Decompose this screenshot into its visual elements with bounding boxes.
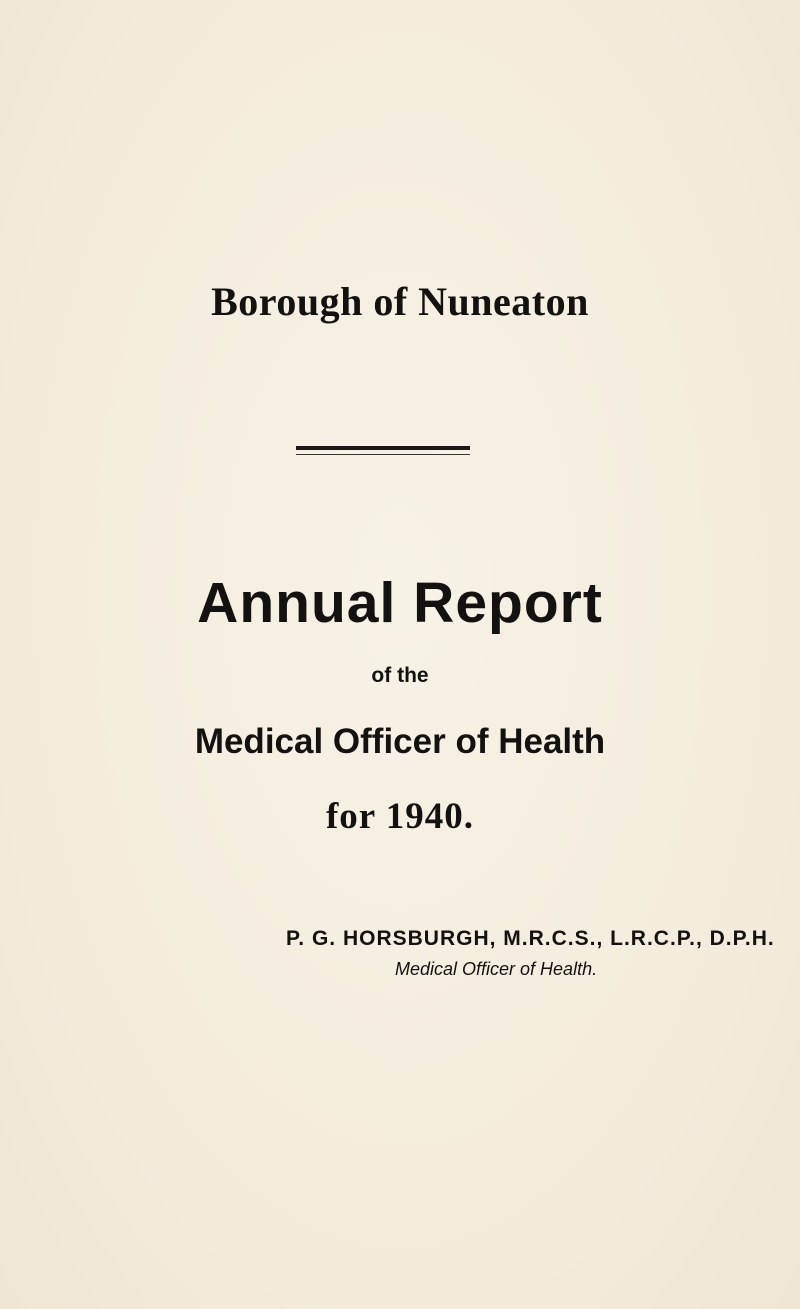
author-title: Medical Officer of Health. <box>395 959 598 979</box>
connector-text: of the <box>371 664 429 687</box>
divider-rule-thin <box>296 454 470 455</box>
borough-heading: Borough of Nuneaton <box>211 279 589 324</box>
divider-rule-thick <box>296 446 470 450</box>
report-title: Annual Report <box>197 571 603 635</box>
author-name: P. G. HORSBURGH, M.R.C.S., L.R.C.P., D.P.H. <box>286 927 775 950</box>
office-title: Medical Officer of Health <box>194 722 606 761</box>
report-year: for 1940. <box>325 796 475 837</box>
